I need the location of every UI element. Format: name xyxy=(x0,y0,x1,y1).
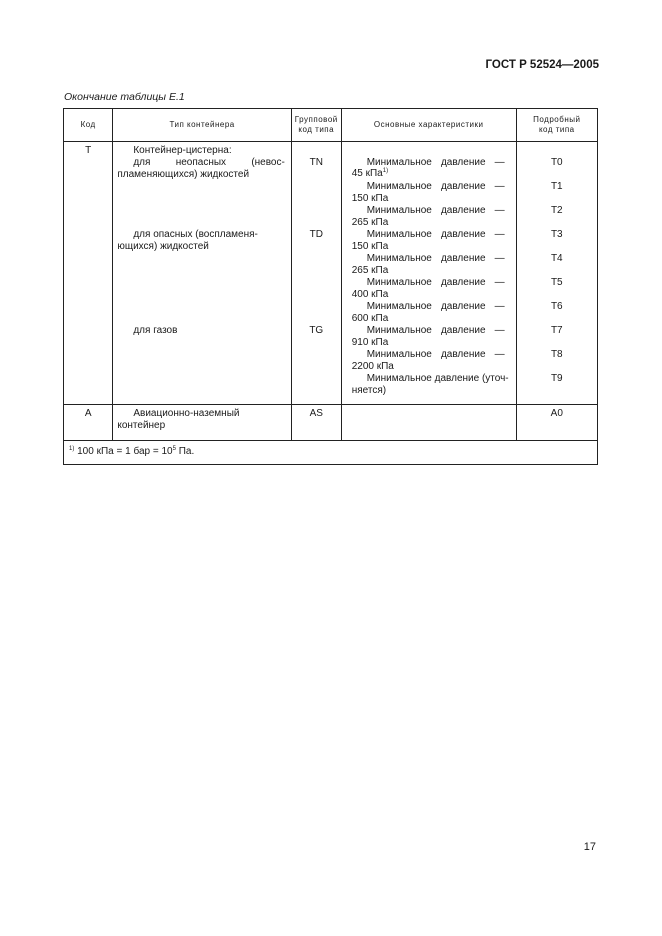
word-min: Минимальное xyxy=(366,229,432,240)
word-pressure: давление xyxy=(440,301,486,312)
word-min: Минимальное xyxy=(366,253,432,264)
detailed-code-t6: Т6 xyxy=(550,301,563,312)
cell-code-t xyxy=(64,142,113,405)
air-type-line2: контейнер xyxy=(117,420,166,431)
header-code: Код xyxy=(64,109,113,142)
word-pressure: давление xyxy=(440,181,486,192)
header-container-type: Тип контейнера xyxy=(113,109,291,142)
dash: — xyxy=(494,301,505,312)
char-t6-line2: 600 кПа xyxy=(351,313,389,324)
cell-code-a xyxy=(64,405,113,441)
dash: — xyxy=(494,325,505,336)
word-pressure: давление xyxy=(440,205,486,216)
table-caption: Окончание таблицы Е.1 xyxy=(64,91,185,103)
detailed-code-t5: Т5 xyxy=(550,277,563,288)
word-pressure: давление xyxy=(440,325,486,336)
code-a: А xyxy=(84,408,92,419)
gas-line: для газов xyxy=(133,325,178,336)
footnote-ref: 1) xyxy=(382,168,389,174)
char-t7-line2: 910 кПа xyxy=(351,337,389,348)
nonhaz-line2: пламеняющихся) жидкостей xyxy=(117,169,250,180)
header-group-code-line1: Групповой xyxy=(294,115,338,124)
char-t0-line2 xyxy=(352,168,388,180)
dash: — xyxy=(494,277,505,288)
char-t6-line1 xyxy=(367,301,505,313)
haz-line2: ющихся) жидкостей xyxy=(117,241,209,252)
dash: — xyxy=(494,349,505,360)
char-t8-line2: 2200 кПа xyxy=(351,361,394,372)
table-row-tank xyxy=(64,142,598,405)
characteristics-table xyxy=(63,108,598,465)
group-tg: TG xyxy=(309,325,324,336)
char-t9-line1: Минимальное давление (уточ- xyxy=(366,373,509,384)
header-detailed-code-line1: Подробный xyxy=(533,115,581,124)
char-t7-line1 xyxy=(367,325,505,337)
page-number: 17 xyxy=(583,841,596,853)
word-min: Минимальное xyxy=(366,181,432,192)
detailed-code-t8: Т8 xyxy=(550,349,563,360)
footnote xyxy=(64,441,598,465)
dash: — xyxy=(494,157,505,168)
nonhaz-word2: неопасных xyxy=(175,157,227,168)
dash: — xyxy=(494,181,505,192)
cell-group-a xyxy=(291,405,341,441)
haz-line1: для опасных (воспламеня- xyxy=(133,229,258,240)
cell-detailed-a xyxy=(516,405,597,441)
group-as: AS xyxy=(309,408,323,419)
cell-detailed-t xyxy=(516,142,597,405)
detailed-code-t3: Т3 xyxy=(550,229,563,240)
footnote-mark: 1) xyxy=(69,446,75,452)
char-t2-line1 xyxy=(367,205,505,217)
dash: — xyxy=(494,229,505,240)
word-pressure: давление xyxy=(440,277,486,288)
header-detailed-code-line2: код типа xyxy=(538,125,575,134)
detailed-code-t9: Т9 xyxy=(550,373,563,384)
pressure-45: 45 кПа xyxy=(351,168,383,179)
group-tn: TN xyxy=(309,157,323,168)
cell-type-t xyxy=(113,142,291,405)
word-min: Минимальное xyxy=(366,301,432,312)
word-min: Минимальное xyxy=(366,277,432,288)
dash: — xyxy=(494,205,505,216)
char-t1-line1 xyxy=(367,181,505,193)
char-t5-line1 xyxy=(367,277,505,289)
cell-characteristics-a xyxy=(341,405,516,441)
word-min: Минимальное xyxy=(366,157,432,168)
char-t3-line1 xyxy=(367,229,505,241)
char-t9-line2: няется) xyxy=(351,385,387,396)
group-td: TD xyxy=(309,229,323,240)
detailed-code-t1: Т1 xyxy=(550,181,563,192)
footnote-exponent: 5 xyxy=(172,446,176,452)
standard-number: ГОСТ Р 52524—2005 xyxy=(485,59,599,71)
word-pressure: давление xyxy=(440,229,486,240)
footnote-text-a: 100 кПа = 1 бар = 10 xyxy=(77,446,173,457)
word-pressure: давление xyxy=(440,157,486,168)
nonhaz-word1: для xyxy=(133,157,151,168)
cell-characteristics-t xyxy=(341,142,516,405)
header-characteristics: Основные характеристики xyxy=(341,109,516,142)
nonhaz-line1 xyxy=(133,157,284,169)
char-t1-line2: 150 кПа xyxy=(351,193,389,204)
code-t: Т xyxy=(85,145,92,156)
char-t4-line1 xyxy=(367,253,505,265)
detailed-code-t2: Т2 xyxy=(550,205,563,216)
detailed-code-a0: А0 xyxy=(550,408,563,419)
table-header-row xyxy=(64,109,598,142)
header-group-code-line2: код типа xyxy=(298,125,335,134)
air-type-line1: Авиационно-наземный xyxy=(133,408,240,419)
tank-title: Контейнер-цистерна: xyxy=(133,145,232,156)
detailed-code-t4: Т4 xyxy=(550,253,563,264)
table-row-air xyxy=(64,405,598,441)
header-detailed-code xyxy=(516,109,597,142)
word-min: Минимальное xyxy=(366,325,432,336)
char-t4-line2: 265 кПа xyxy=(351,265,389,276)
word-pressure: давление xyxy=(440,349,486,360)
word-pressure: давление xyxy=(440,253,486,264)
cell-type-a xyxy=(113,405,291,441)
char-t5-line2: 400 кПа xyxy=(351,289,389,300)
dash: — xyxy=(494,253,505,264)
table-footnote-row xyxy=(64,441,598,465)
nonhaz-word3: (невос- xyxy=(251,157,285,168)
word-min: Минимальное xyxy=(366,205,432,216)
detailed-code-t7: Т7 xyxy=(550,325,563,336)
header-group-code xyxy=(291,109,341,142)
detailed-code-t0: Т0 xyxy=(550,157,563,168)
cell-group-t xyxy=(291,142,341,405)
footnote-text-b: Па. xyxy=(175,446,195,457)
char-t8-line1 xyxy=(367,349,505,361)
char-t2-line2: 265 кПа xyxy=(351,217,389,228)
char-t3-line2: 150 кПа xyxy=(351,241,389,252)
word-min: Минимальное xyxy=(366,349,432,360)
